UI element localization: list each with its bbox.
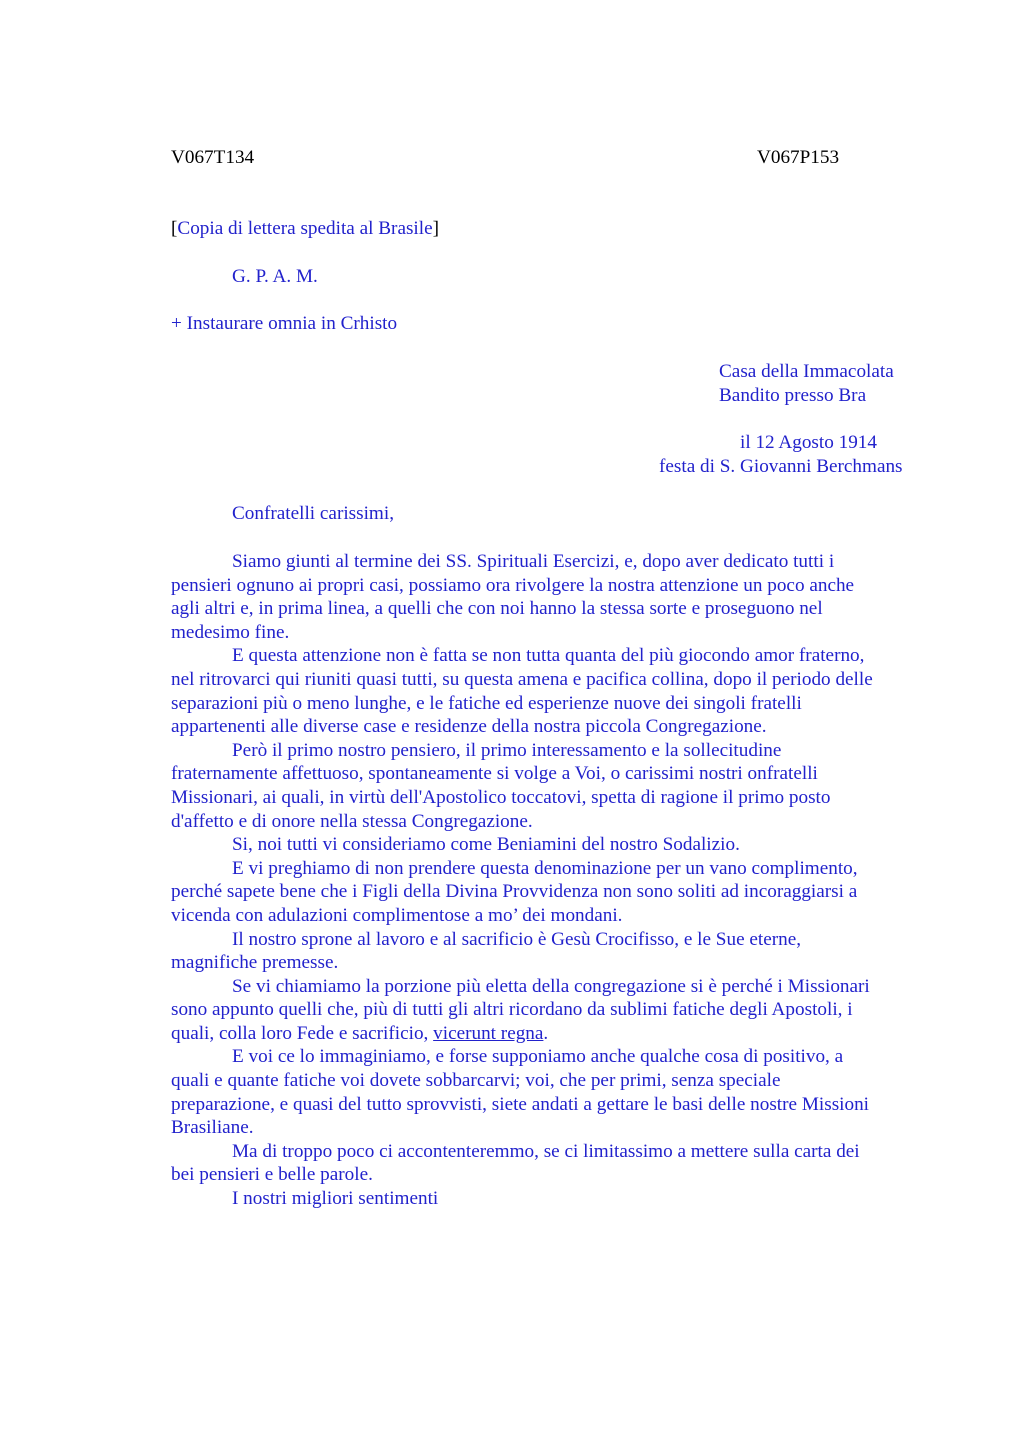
reference-code-left: V067T134 bbox=[171, 147, 255, 168]
gpam-heading: G. P. A. M. bbox=[232, 266, 318, 287]
place-line-2: Bandito presso Bra bbox=[719, 385, 867, 406]
body-line bbox=[171, 1022, 931, 1046]
motto: + Instaurare omnia in Crhisto bbox=[171, 313, 398, 334]
date-line-2: festa di S. Giovanni Berchmans bbox=[659, 456, 903, 477]
body-line-period: . bbox=[543, 1022, 549, 1044]
body-line: Però il primo nostro pensiero, il primo interessamento e la sollecitudine bbox=[232, 739, 782, 761]
body-line-text: quali, colla loro Fede e sacrificio, bbox=[171, 1022, 434, 1044]
body-line: quali e quante fatiche voi dovete sobbarcarvi; voi, che per primi, senza speciale bbox=[171, 1070, 781, 1092]
body-line: Se vi chiamiamo la porzione più eletta della congregazione si è perché i Missionari bbox=[232, 975, 870, 997]
title-text: Copia di lettera spedita al Brasile bbox=[177, 218, 433, 239]
title-close-bracket: ] bbox=[432, 218, 439, 239]
body-line: appartenenti alle diverse case e residenze della nostra piccola Congregazione. bbox=[171, 716, 767, 738]
body-line: bei pensieri e belle parole. bbox=[171, 1164, 373, 1186]
date-line-1: il 12 Agosto 1914 bbox=[740, 432, 877, 453]
body-line: d'affetto e di onore nella stessa Congregazione. bbox=[171, 810, 533, 832]
place-line-1: Casa della Immacolata bbox=[719, 361, 894, 382]
body-line: medesimo fine. bbox=[171, 621, 290, 643]
body-line: magnifiche premesse. bbox=[171, 952, 339, 974]
body-line: vicenda con adulazioni complimentose a mo’ dei mondani. bbox=[171, 904, 623, 926]
body-line: perché sapete bene che i Figli della Divina Provvidenza non sono soliti ad incoraggiarsi a bbox=[171, 881, 858, 903]
body-line: I nostri migliori sentimenti bbox=[232, 1188, 439, 1210]
body-line: fraternamente affettuoso, spontaneamente si volge a Voi, o carissimi nostri onfratelli bbox=[171, 763, 818, 785]
body-line: E vi preghiamo di non prendere questa denominazione per un vano complimento, bbox=[232, 857, 858, 879]
title-open-bracket: [ bbox=[171, 218, 178, 239]
document-title bbox=[171, 217, 439, 241]
body-line: Siamo giunti al termine dei SS. Spirituali Esercizi, e, dopo aver dedicato tutti i bbox=[232, 551, 835, 572]
salutation: Confratelli carissimi, bbox=[232, 503, 394, 524]
body-line: E voi ce lo immaginiamo, e forse supponiamo anche qualche cosa di positivo, a bbox=[232, 1046, 844, 1068]
body-line: nel ritrovarci qui riuniti quasi tutti, su questa amena e pacifica collina, dopo il periodo delle bbox=[171, 668, 873, 690]
body-line: E questa attenzione non è fatta se non tutta quanta del più giocondo amor fraterno, bbox=[232, 645, 865, 667]
body-line: sono appunto quelli che, più di tutti gli altri ricordano da sublimi fatiche degli Apostoli, i bbox=[171, 999, 853, 1021]
body-line: agli altri e, in prima linea, a quelli che con noi hanno la stessa sorte e proseguono nel bbox=[171, 598, 823, 620]
body-line: Ma di troppo poco ci accontenteremmo, se ci limitassimo a mettere sulla carta dei bbox=[232, 1140, 860, 1162]
underlined-phrase: vicerunt regna bbox=[433, 1022, 544, 1044]
body-line: separazioni più o meno lunghe, e le fatiche ed esperienze nuove dei singoli fratelli bbox=[171, 692, 802, 714]
body-line: pensieri ognuno ai propri casi, possiamo ora rivolgere la nostra attenzione un poco anche bbox=[171, 574, 855, 596]
body-line: Si, noi tutti vi consideriamo come Beniamini del nostro Sodalizio. bbox=[232, 834, 740, 856]
letter-body bbox=[171, 550, 931, 1211]
body-line: Brasiliane. bbox=[171, 1117, 254, 1139]
body-line: Il nostro sprone al lavoro e al sacrificio è Gesù Crocifisso, e le Sue eterne, bbox=[232, 928, 802, 950]
reference-code-right: V067P153 bbox=[757, 147, 840, 168]
body-line: preparazione, e quasi del tutto sprovvisti, siete andati a gettare le basi delle nostre Missioni bbox=[171, 1093, 870, 1115]
body-line: Missionari, ai quali, in virtù dell'Apostolico toccatovi, spetta di ragione il primo posto bbox=[171, 786, 831, 808]
